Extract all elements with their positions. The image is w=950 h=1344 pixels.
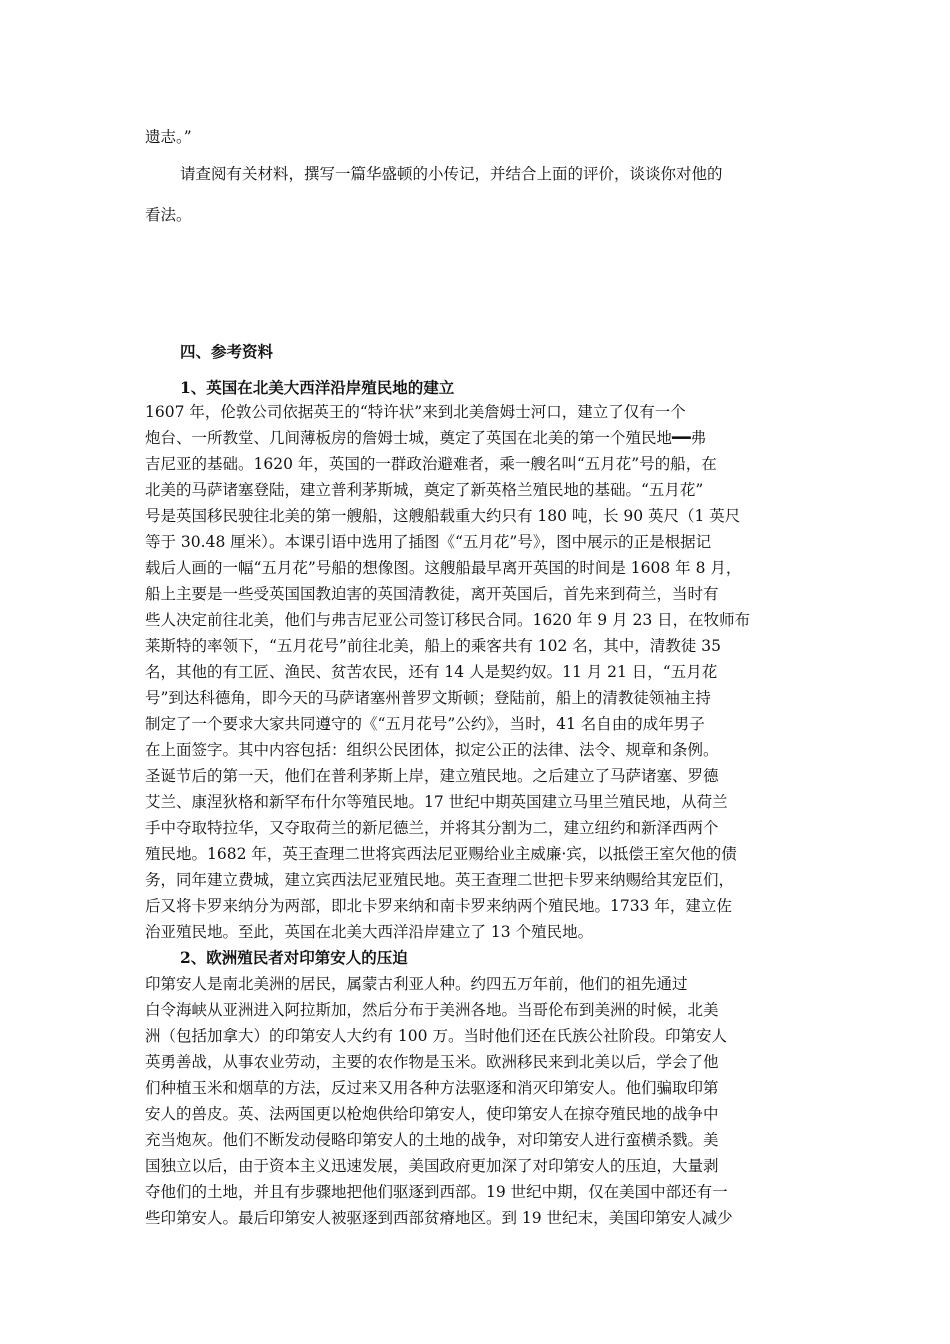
paragraph-line: 务，同年建立费城，建立宾西法尼亚殖民地。英王查理二世把卡罗来纳赐给其宠臣们， bbox=[145, 871, 735, 889]
text-line-top-3: 看法。 bbox=[145, 206, 192, 224]
paragraph-line: 制定了一个要求大家共同遵守的《“五月花号”公约》，当时，41 名自由的成年男子 bbox=[145, 715, 705, 733]
paragraph-line: 白令海峡从亚洲进入阿拉斯加，然后分布于美洲各地。当哥伦布到美洲的时候，北美 bbox=[145, 1001, 719, 1019]
subsection-heading-2: 2、欧洲殖民者对印第安人的压迫 bbox=[180, 948, 408, 967]
paragraph-line: 些印第安人。最后印第安人被驱逐到西部贫瘠地区。到 19 世纪末，美国印第安人减少 bbox=[145, 1209, 733, 1227]
paragraph-line: 号”到达科德角，即今天的马萨诸塞州普罗文斯顿；登陆前，船上的清教徒领袖主持 bbox=[145, 689, 711, 707]
paragraph-line: 们种植玉米和烟草的方法，反过来又用各种方法驱逐和消灭印第安人。他们骗取印第 bbox=[145, 1079, 719, 1097]
paragraph-line: 充当炮灰。他们不断发动侵略印第安人的土地的战争，对印第安人进行蛮横杀戮。美 bbox=[145, 1131, 719, 1149]
paragraph-line: 夺他们的土地，并且有步骤地把他们驱逐到西部。19 世纪中期，仅在美国中部还有一 bbox=[145, 1183, 728, 1201]
paragraph-line: 在上面签字。其中内容包括：组织公民团体，拟定公正的法律、法令、规章和条例。 bbox=[145, 741, 719, 759]
paragraph-line: 洲（包括加拿大）的印第安人大约有 100 万。当时他们还在氏族公社阶段。印第安人 bbox=[145, 1027, 727, 1045]
paragraph-line: 国独立以后，由于资本主义迅速发展，美国政府更加深了对印第安人的压迫，大量剥 bbox=[145, 1157, 719, 1175]
paragraph-line: 船上主要是一些受英国国教迫害的英国清教徒，离开英国后，首先来到荷兰，当时有 bbox=[145, 585, 719, 603]
paragraph-line: 艾兰、康涅狄格和新罕布什尔等殖民地。17 世纪中期英国建立马里兰殖民地，从荷兰 bbox=[145, 793, 728, 811]
paragraph-line: 北美的马萨诸塞登陆，建立普利茅斯城，奠定了新英格兰殖民地的基础。“五月花” bbox=[145, 481, 704, 499]
text-line-top-1: 遗志。” bbox=[145, 128, 192, 146]
paragraph-line: 莱斯特的率领下，“五月花号”前往北美，船上的乘客共有 102 名，其中，清教徒 35 bbox=[145, 637, 721, 655]
text-line-top-2: 请查阅有关材料，撰写一篇华盛顿的小传记，并结合上面的评价，谈谈你对他的 bbox=[180, 165, 723, 183]
paragraph-line: 圣诞节后的第一天，他们在普利茅斯上岸，建立殖民地。之后建立了马萨诸塞、罗德 bbox=[145, 767, 719, 785]
paragraph-line: 印第安人是南北美洲的居民，属蒙古利亚人种。约四五万年前，他们的祖先通过 bbox=[145, 975, 688, 993]
paragraph-line: 吉尼亚的基础。1620 年，英国的一群政治避难者，乘一艘名叫“五月花”号的船，在 bbox=[145, 455, 717, 473]
paragraph-line: 炮台、一所教堂、几间薄板房的詹姆士城，奠定了英国在北美的第一个殖民地━━弗 bbox=[145, 429, 707, 447]
paragraph-line: 殖民地。1682 年，英王查理二世将宾西法尼亚赐给业主威廉·宾，以抵偿王室欠他的债 bbox=[145, 845, 737, 863]
paragraph-line: 载后人画的一幅“五月花”号船的想像图。这艘船最早离开英国的时间是 1608 年 8 月， bbox=[145, 559, 742, 577]
paragraph-line: 安人的兽皮。英、法两国更以枪炮供给印第安人，使印第安人在掠夺殖民地的战争中 bbox=[145, 1105, 719, 1123]
paragraph-line: 后又将卡罗来纳分为两部，即北卡罗来纳和南卡罗来纳两个殖民地。1733 年，建立佐 bbox=[145, 897, 732, 915]
paragraph-line: 治亚殖民地。至此，英国在北美大西洋沿岸建立了 13 个殖民地。 bbox=[145, 923, 594, 941]
paragraph-line: 英勇善战，从事农业劳动，主要的农作物是玉米。欧洲移民来到北美以后，学会了他 bbox=[145, 1053, 719, 1071]
paragraph-line: 手中夺取特拉华，又夺取荷兰的新尼德兰，并将其分割为二，建立纽约和新泽西两个 bbox=[145, 819, 719, 837]
paragraph-line: 号是英国移民驶往北美的第一艘船，这艘船载重大约只有 180 吨，长 90 英尺（1 英尺 bbox=[145, 507, 741, 525]
section-heading: 四、参考资料 bbox=[180, 342, 274, 361]
paragraph-line: 名，其他的有工匠、渔民、贫苦农民，还有 14 人是契约奴。11 月 21 日，“五月花 bbox=[145, 663, 718, 681]
subsection-heading-1: 1、英国在北美大西洋沿岸殖民地的建立 bbox=[180, 378, 455, 397]
paragraph-line: 等于 30.48 厘米）。本课引语中选用了插图《“五月花”号》，图中展示的正是根据记 bbox=[145, 533, 712, 551]
paragraph-line: 些人决定前往北美，他们与弗吉尼亚公司签订移民合同。1620 年 9 月 23 日，在牧师布 bbox=[145, 611, 751, 629]
paragraph-line: 1607 年，伦敦公司依据英王的“特许状”来到北美詹姆士河口，建立了仅有一个 bbox=[145, 403, 686, 421]
